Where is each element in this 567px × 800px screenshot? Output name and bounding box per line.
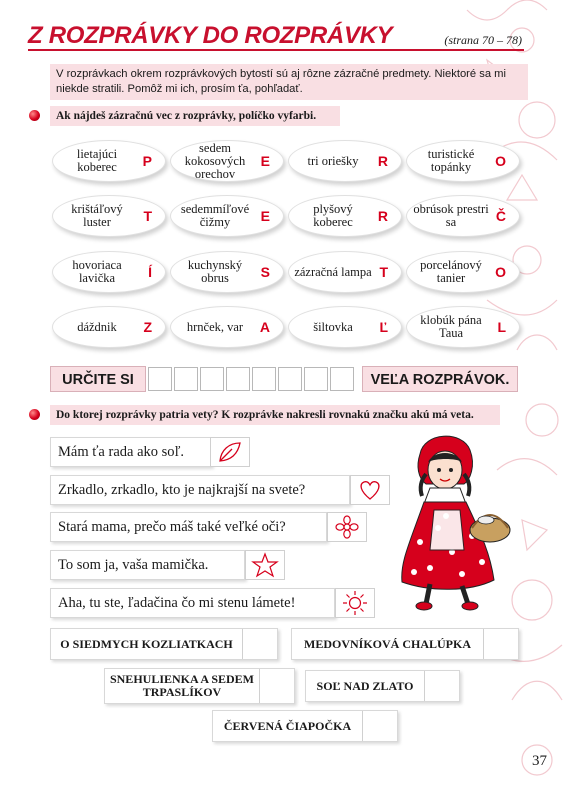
sentence-row: To som ja, vaša mamička. — [50, 550, 245, 580]
tale-option — [291, 628, 519, 660]
magic-item-oval[interactable] — [170, 140, 284, 182]
intro-text: V rozprávkach okrem rozprávkových bytostí sú aj rôzne zázračné predmety. Niektoré sa mi niekde stratili. Pomôž mi ich, prosím ťa, pohľadať. — [50, 64, 528, 100]
red-riding-hood-illustration — [390, 432, 525, 612]
magic-item-oval[interactable] — [52, 251, 166, 293]
magic-item-oval[interactable] — [170, 306, 284, 348]
magic-item-letter: A — [259, 319, 270, 335]
sentence-row: Zrkadlo, zrkadlo, kto je najkrajší na svete? — [50, 475, 350, 505]
secret-letter-box[interactable] — [252, 367, 276, 391]
magic-item-letter: T — [143, 208, 152, 224]
secret-letter-box[interactable] — [148, 367, 172, 391]
magic-item-label: kuchynský obrus — [187, 258, 243, 285]
magic-item-letter: L — [497, 319, 506, 335]
magic-item-letter: Č — [495, 208, 506, 224]
secret-letter-box[interactable] — [278, 367, 302, 391]
magic-item-letter: Í — [148, 264, 152, 280]
magic-item-letter: S — [260, 264, 270, 280]
tale-symbol-box[interactable] — [362, 711, 397, 741]
tale-name: O SIEDMYCH KOZLIATKACH — [60, 636, 233, 651]
magic-item-oval[interactable] — [52, 195, 166, 237]
magic-item-letter: O — [495, 153, 506, 169]
magic-item-letter: E — [260, 208, 270, 224]
magic-item-label: obrúsok prestri sa — [413, 202, 489, 229]
secret-letter-box[interactable] — [174, 367, 198, 391]
tale-symbol-box[interactable] — [242, 629, 277, 659]
secret-letter-box[interactable] — [200, 367, 224, 391]
title-underline — [28, 49, 524, 51]
magic-item-oval[interactable] — [406, 306, 520, 348]
magic-item-label: turistické topánky — [427, 147, 475, 174]
magic-item-label: zázračná lampa — [294, 264, 372, 279]
magic-item-letter: T — [379, 264, 388, 280]
magic-item-letter: R — [377, 208, 388, 224]
page-range: (strana 70 – 78) — [444, 33, 522, 47]
bullet-icon — [29, 110, 40, 121]
magic-item-letter: O — [495, 264, 506, 280]
tale-name: SOĽ NAD ZLATO — [316, 678, 414, 693]
magic-item-oval[interactable] — [52, 140, 166, 182]
magic-item-label: hovoriaca lavička — [72, 258, 122, 285]
tale-symbol-box[interactable] — [424, 671, 459, 701]
magic-item-oval[interactable] — [288, 306, 402, 348]
magic-item-label: sedemmíľové čižmy — [180, 202, 250, 229]
magic-item-label: sedem kokosových orechov — [184, 140, 246, 181]
magic-item-oval[interactable] — [288, 195, 402, 237]
magic-item-oval[interactable] — [406, 195, 520, 237]
magic-item-label: klobúk pána Taua — [420, 313, 482, 340]
tale-symbol-box[interactable] — [259, 669, 294, 703]
tale-name: SNEHULIENKA A SEDEM TRPASLÍKOV — [109, 672, 255, 699]
secret-letter-box[interactable] — [330, 367, 354, 391]
magic-item-oval[interactable] — [288, 140, 402, 182]
task-1-instruction: Ak nájdeš zázračnú vec z rozprávky, políčko vyfarbi. — [50, 106, 340, 126]
magic-item-oval[interactable] — [170, 251, 284, 293]
magic-item-label: krištáľový luster — [71, 202, 123, 229]
page-title: Z ROZPRÁVKY DO ROZPRÁVKY — [28, 22, 393, 49]
magic-item-oval[interactable] — [406, 251, 520, 293]
secret-phrase-start: URČITE SI — [50, 366, 146, 392]
magic-item-letter: R — [377, 153, 388, 169]
tale-name: MEDOVNÍKOVÁ CHALÚPKA — [304, 636, 471, 651]
flower-icon — [327, 512, 367, 542]
sentence-row: Mám ťa rada ako soľ. — [50, 437, 212, 467]
magic-item-label: tri oriešky — [307, 153, 359, 168]
magic-item-letter: Z — [143, 319, 152, 335]
magic-item-label: hrnček, var — [186, 319, 244, 334]
tale-option — [305, 670, 460, 702]
task-2-instruction: Do ktorej rozprávky patria vety? K rozprávke nakresli rovnakú značku akú má veta. — [50, 405, 500, 425]
tale-symbol-box[interactable] — [483, 629, 518, 659]
magic-item-oval[interactable] — [288, 251, 402, 293]
secret-phrase-end: VEĽA ROZPRÁVOK. — [362, 366, 518, 392]
secret-letter-box[interactable] — [226, 367, 250, 391]
magic-item-letter: E — [260, 153, 270, 169]
tale-name: ČERVENÁ ČIAPOČKA — [223, 718, 352, 733]
heart-icon — [350, 475, 390, 505]
magic-item-oval[interactable] — [406, 140, 520, 182]
sentence-row: Aha, tu ste, ľadačina čo mi stenu lámete! — [50, 588, 335, 618]
magic-item-label: šiltovka — [313, 319, 353, 334]
magic-item-label: lietajúci koberec — [76, 147, 118, 174]
magic-item-label: dáždnik — [77, 319, 117, 334]
tale-option — [104, 668, 295, 704]
magic-item-letter: Ľ — [379, 319, 388, 335]
sun-icon — [335, 588, 375, 618]
bullet-icon — [29, 409, 40, 420]
magic-item-label: plyšový koberec — [313, 202, 353, 229]
magic-item-letter: P — [142, 153, 152, 169]
leaf-icon — [210, 437, 250, 467]
tale-option — [50, 628, 278, 660]
tale-option — [212, 710, 398, 742]
sentence-row: Stará mama, prečo máš také veľké oči? — [50, 512, 327, 542]
star-icon — [245, 550, 285, 580]
magic-item-oval[interactable] — [170, 195, 284, 237]
magic-item-label: porcelánový tanier — [420, 258, 482, 285]
secret-letter-box[interactable] — [304, 367, 328, 391]
magic-item-oval[interactable] — [52, 306, 166, 348]
page-number: 37 — [532, 753, 547, 769]
